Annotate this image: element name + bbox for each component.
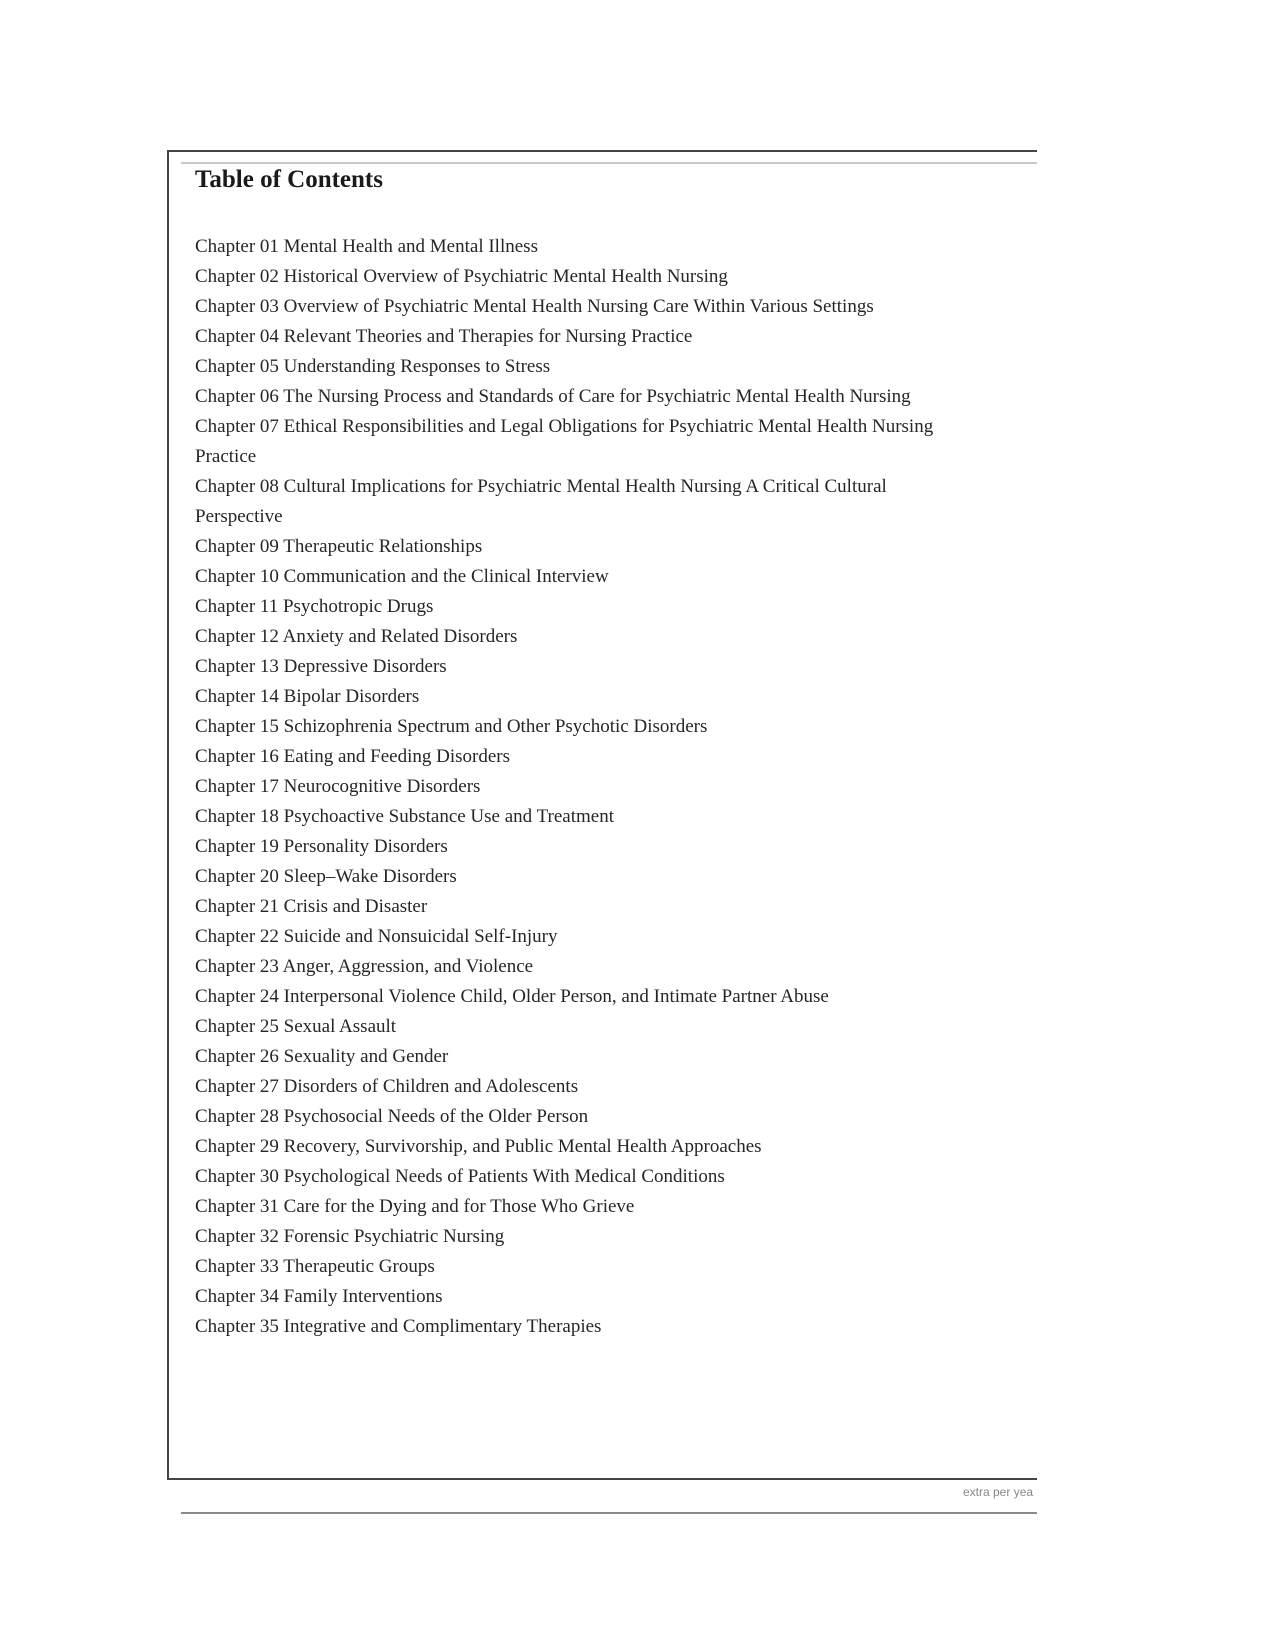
- page-title: Table of Contents: [195, 166, 383, 193]
- chapter-item: Chapter 29 Recovery, Survivorship, and Public Mental Health Approaches: [195, 1136, 762, 1157]
- chapter-item: Chapter 25 Sexual Assault: [195, 1016, 397, 1037]
- chapter-item: Chapter 30 Psychological Needs of Patients With Medical Conditions: [195, 1166, 725, 1187]
- chapter-item: Chapter 19 Personality Disorders: [195, 836, 448, 857]
- chapter-item: Chapter 34 Family Interventions: [195, 1286, 443, 1307]
- chapter-item: Chapter 21 Crisis and Disaster: [195, 896, 428, 917]
- chapter-item: Chapter 13 Depressive Disorders: [195, 656, 447, 677]
- chapter-item: Chapter 23 Anger, Aggression, and Violence: [195, 956, 534, 977]
- chapter-item: Chapter 05 Understanding Responses to Stress: [195, 356, 551, 377]
- chapter-item: Chapter 27 Disorders of Children and Adolescents: [195, 1076, 579, 1097]
- chapter-list: [195, 232, 935, 1342]
- chapter-item: Chapter 22 Suicide and Nonsuicidal Self-Injury: [195, 926, 558, 947]
- chapter-item: Chapter 11 Psychotropic Drugs: [195, 596, 434, 617]
- chapter-item: Chapter 32 Forensic Psychiatric Nursing: [195, 1226, 505, 1247]
- chapter-item: Chapter 31 Care for the Dying and for Those Who Grieve: [195, 1196, 635, 1217]
- chapter-item: Chapter 09 Therapeutic Relationships: [195, 536, 483, 557]
- chapter-item: Chapter 17 Neurocognitive Disorders: [195, 776, 481, 797]
- chapter-item: Chapter 01 Mental Health and Mental Illness: [195, 236, 538, 257]
- chapter-item: Chapter 26 Sexuality and Gender: [195, 1046, 449, 1067]
- chapter-item: Chapter 28 Psychosocial Needs of the Older Person: [195, 1106, 589, 1127]
- chapter-item: Chapter 02 Historical Overview of Psychiatric Mental Health Nursing: [195, 266, 728, 287]
- chapter-item: Chapter 10 Communication and the Clinical Interview: [195, 566, 609, 587]
- chapter-item: Chapter 14 Bipolar Disorders: [195, 686, 420, 707]
- chapter-item: Chapter 06 The Nursing Process and Standards of Care for Psychiatric Mental Health Nursing: [195, 386, 911, 407]
- chapter-item: Chapter 03 Overview of Psychiatric Mental Health Nursing Care Within Various Settings: [195, 296, 874, 317]
- chapter-item: Chapter 04 Relevant Theories and Therapies for Nursing Practice: [195, 326, 693, 347]
- chapter-item: Chapter 20 Sleep–Wake Disorders: [195, 866, 457, 887]
- chapter-item: Chapter 15 Schizophrenia Spectrum and Other Psychotic Disorders: [195, 716, 708, 737]
- chapter-item: Chapter 24 Interpersonal Violence Child, Older Person, and Intimate Partner Abuse: [195, 986, 829, 1007]
- chapter-item: Chapter 18 Psychoactive Substance Use and Treatment: [195, 806, 614, 827]
- chapter-item: Chapter 16 Eating and Feeding Disorders: [195, 746, 511, 767]
- chapter-item: Chapter 33 Therapeutic Groups: [195, 1256, 435, 1277]
- bottom-rule: [181, 1512, 1037, 1514]
- chapter-item: Chapter 35 Integrative and Complimentary Therapies: [195, 1316, 602, 1337]
- chapter-item: Chapter 08 Cultural Implications for Psychiatric Mental Health Nursing A Critical Cultural Perspective: [195, 476, 887, 527]
- chapter-item: Chapter 07 Ethical Responsibilities and Legal Obligations for Psychiatric Mental Health Nursing Practice: [195, 416, 934, 467]
- chapter-item: Chapter 12 Anxiety and Related Disorders: [195, 626, 518, 647]
- footer-note: extra per yea: [963, 1485, 1034, 1499]
